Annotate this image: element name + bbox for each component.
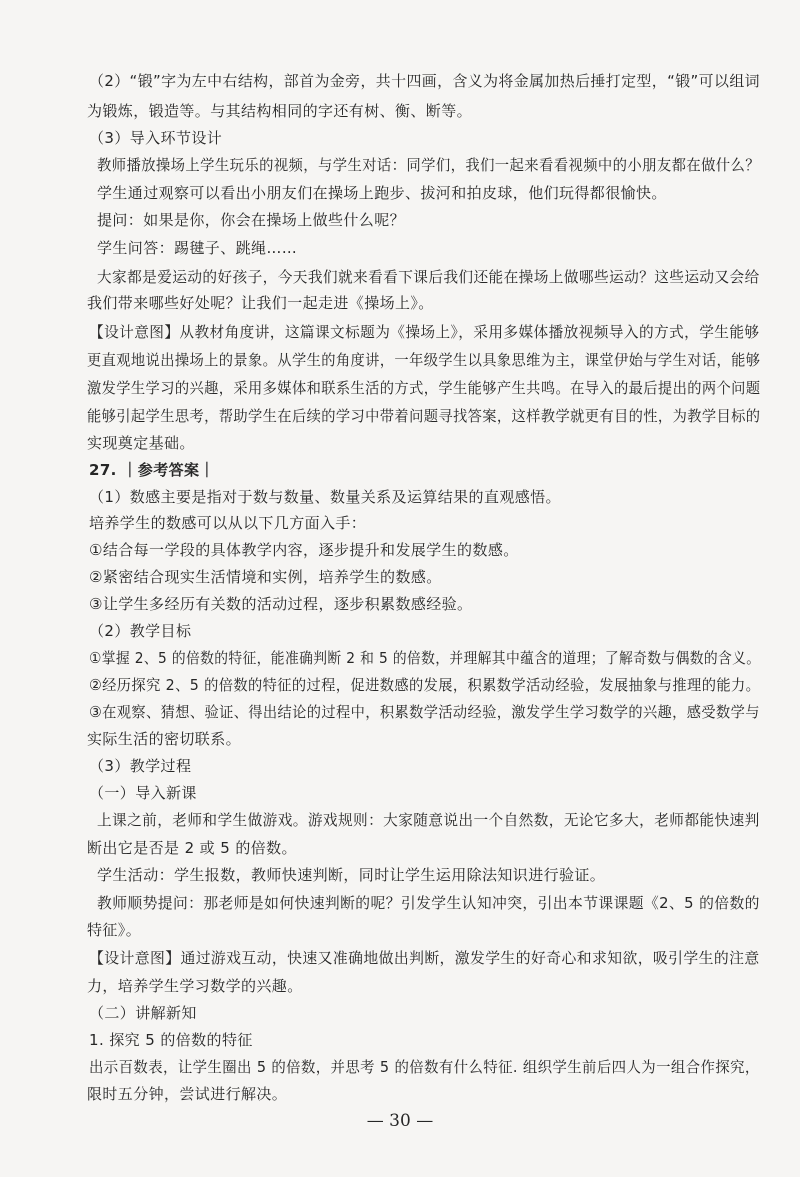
design-intent: 【设计意图】通过游戏互动，快速又准确地做出判断，激发学生的好奇心和求知欲，吸引学生的注意 xyxy=(89,949,760,967)
text-line: 学生问答：踢毽子、跳绳…… xyxy=(97,239,298,257)
subsection-heading: （二）讲解新知 xyxy=(89,1004,197,1022)
section-heading: （3）教学过程 xyxy=(89,757,192,775)
section-heading: （2）教学目标 xyxy=(89,622,192,640)
subsection-heading: （一）导入新课 xyxy=(89,784,197,802)
list-item: ③在观察、猜想、验证、得出结论的过程中，积累数学活动经验，激发学生学习数学的兴趣，感受数学与 xyxy=(89,703,760,721)
text-line: 特征》。 xyxy=(87,921,142,939)
text-line: 力，培养学生学习数学的兴趣。 xyxy=(87,977,303,995)
text-line: 学生活动：学生报数，教师快速判断，同时让学生运用除法知识进行验证。 xyxy=(97,866,606,884)
text-line: 教师播放操场上学生玩乐的视频，与学生对话：同学们，我们一起来看看视频中的小朋友都在做什么？ xyxy=(97,156,761,174)
section-heading: （3）导入环节设计 xyxy=(89,129,223,147)
text-line: 为锻炼，锻造等。与其结构相同的字还有树、衡、断等。 xyxy=(87,102,473,120)
list-item: ②紧密结合现实生活情境和实例，培养学生的数感。 xyxy=(89,568,442,586)
answer-heading: 27. ｜参考答案｜ xyxy=(89,461,215,479)
text-line: 培养学生的数感可以从以下几方面入手： xyxy=(89,514,367,532)
text-line: 大家都是爱运动的好孩子，今天我们就来看看下课后我们还能在操场上做哪些运动？这些运动又会给 xyxy=(97,268,760,286)
list-item: ②经历探究 2、5 的倍数的特征的过程，促进数感的发展，积累数学活动经验，发展抽象与推理的能力。 xyxy=(89,676,761,694)
text-line: （2）“锻”字为左中右结构，部首为金旁，共十四画，含义为将金属加热后捶打定型，“锻”可以组词 xyxy=(89,72,761,90)
text-line: 教师顺势提问：那老师是如何快速判断的呢？引发学生认知冲突，引出本节课课题《2、5 的倍数的 xyxy=(97,894,760,912)
list-item: ③让学生多经历有关数的活动过程，逐步积累数感经验。 xyxy=(89,595,473,613)
text-line: 实际生活的密切联系。 xyxy=(87,730,242,748)
text-line: 更直观地说出操场上的景象。从学生的角度讲，一年级学生以具象思维为主，课堂伊始与学生对话，能够 xyxy=(87,351,761,369)
list-item: ①掌握 2、5 的倍数的特征，能准确判断 2 和 5 的倍数，并理解其中蕴含的道理；了解奇数与偶数的含义。 xyxy=(89,649,761,667)
text-line: 出示百数表，让学生圈出 5 的倍数，并思考 5 的倍数有什么特征. 组织学生前后四人为一组合作探究， xyxy=(89,1058,760,1076)
text-line: 激发学生学习的兴趣，采用多媒体和联系生活的方式，学生能够产生共鸣。在导入的最后提出的两个问题 xyxy=(87,379,761,397)
list-item: ①结合每一学段的具体教学内容，逐步提升和发展学生的数感。 xyxy=(89,541,519,559)
text-line: 我们带来哪些好处呢？让我们一起走进《操场上》。 xyxy=(87,294,434,312)
subsection-heading: 1. 探究 5 的倍数的特征 xyxy=(89,1031,253,1049)
text-line: 实现奠定基础。 xyxy=(87,434,195,452)
text-line: 断出它是否是 2 或 5 的倍数。 xyxy=(87,839,297,857)
text-line: 学生通过观察可以看出小朋友们在操场上跑步、拔河和拍皮球，他们玩得都很愉快。 xyxy=(97,184,667,202)
page-number: — 30 — xyxy=(366,1111,434,1131)
text-line: （1）数感主要是指对于数与数量、数量关系及运算结果的直观感悟。 xyxy=(89,488,561,506)
text-line: 能够引起学生思考，帮助学生在后续的学习中带着问题寻找答案，这样教学就更有目的性，为教学目标的 xyxy=(87,407,761,425)
text-line: 提问：如果是你，你会在操场上做些什么呢？ xyxy=(97,211,406,229)
text-line: 限时五分钟，尝试进行解决。 xyxy=(87,1085,288,1103)
design-intent: 【设计意图】从教材角度讲，这篇课文标题为《操场上》，采用多媒体播放视频导入的方式，学生能够 xyxy=(89,323,760,341)
text-line: 上课之前，老师和学生做游戏。游戏规则：大家随意说出一个自然数，无论它多大，老师都能快速判 xyxy=(97,811,760,829)
